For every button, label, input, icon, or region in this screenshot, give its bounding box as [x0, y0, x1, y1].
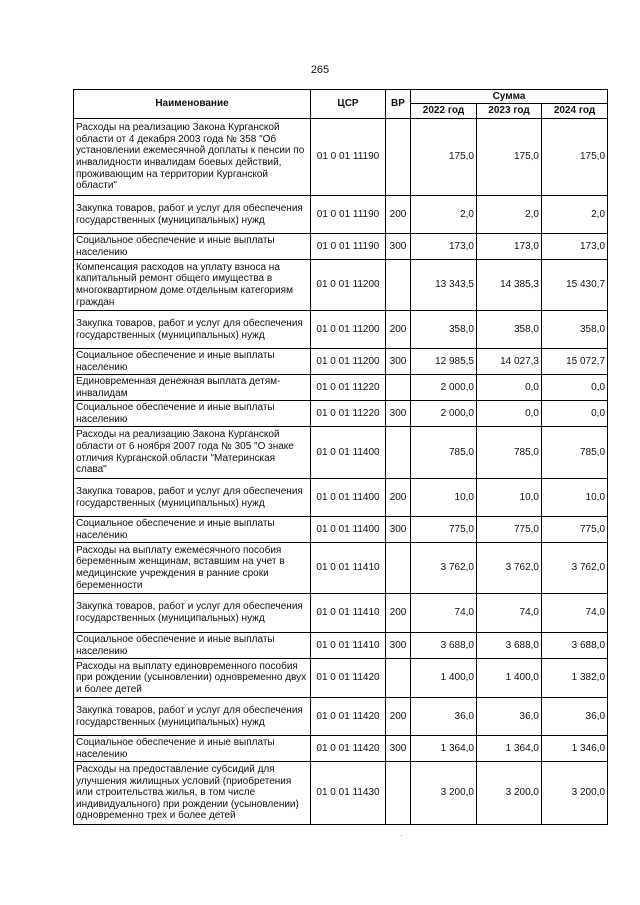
table-row: [74, 517, 608, 543]
table-row: [74, 375, 608, 401]
header-year-2023: 2023 год: [477, 104, 542, 119]
row-name: Единовременная денежная выплата детям-инвалидам: [74, 375, 311, 401]
scan-speck: [401, 835, 402, 836]
row-sum-2022: 3 762,0: [411, 543, 477, 594]
row-vr: 300: [386, 517, 411, 543]
row-vr: [386, 762, 411, 825]
row-vr: 200: [386, 594, 411, 633]
table-row: [74, 349, 608, 375]
row-sum-2022: 3 688,0: [411, 633, 477, 659]
row-sum-2022: 2,0: [411, 196, 477, 234]
row-sum-2022: 2 000,0: [411, 375, 477, 401]
row-csr: 01 0 01 11410: [311, 543, 386, 594]
row-name: Закупка товаров, работ и услуг для обеспечения государственных (муниципальных) нужд: [74, 479, 311, 517]
row-name: Социальное обеспечение и иные выплаты населению: [74, 234, 311, 260]
header-year-2022: 2022 год: [411, 104, 477, 119]
header-sum: Сумма: [411, 90, 608, 104]
table-row: [74, 427, 608, 479]
row-sum-2023: 36,0: [477, 698, 542, 736]
row-name: Расходы на реализацию Закона Курганской области от 6 ноября 2007 года № 305 "О знаке отличия Курганской области "Материнская слава": [74, 427, 311, 479]
header-year-2024: 2024 год: [542, 104, 608, 119]
row-vr: 200: [386, 311, 411, 349]
row-name: Закупка товаров, работ и услуг для обеспечения государственных (муниципальных) нужд: [74, 311, 311, 349]
row-sum-2024: 785,0: [542, 427, 608, 479]
row-csr: 01 0 01 11190: [311, 234, 386, 260]
row-sum-2024: 1 346,0: [542, 736, 608, 762]
row-csr: 01 0 01 11420: [311, 736, 386, 762]
row-sum-2022: 175,0: [411, 119, 477, 196]
row-vr: [386, 119, 411, 196]
row-sum-2024: 1 382,0: [542, 659, 608, 698]
row-csr: 01 0 01 11410: [311, 633, 386, 659]
table-row: [74, 698, 608, 736]
row-csr: 01 0 01 11430: [311, 762, 386, 825]
row-name: Расходы на реализацию Закона Курганской области от 4 декабря 2003 года № 358 "Об установлении ежемесячной доплаты к пенсии по инвалидности инвалидам боевых действий, проживающим на территории Курганской области": [74, 119, 311, 196]
row-name: Компенсация расходов на уплату взноса на капитальный ремонт общего имущества в многоквартирном доме отдельным категориям граждан: [74, 260, 311, 311]
table-row: [74, 736, 608, 762]
row-name: Социальное обеспечение и иные выплаты населению: [74, 736, 311, 762]
row-sum-2022: 3 200,0: [411, 762, 477, 825]
table-row: [74, 762, 608, 825]
row-vr: 200: [386, 698, 411, 736]
table-row: [74, 479, 608, 517]
row-sum-2023: 3 762,0: [477, 543, 542, 594]
row-sum-2023: 1 400,0: [477, 659, 542, 698]
row-sum-2022: 775,0: [411, 517, 477, 543]
row-sum-2023: 3 200,0: [477, 762, 542, 825]
row-sum-2022: 36,0: [411, 698, 477, 736]
row-csr: 01 0 01 11400: [311, 427, 386, 479]
row-vr: [386, 260, 411, 311]
table-row: [74, 401, 608, 427]
table-row: [74, 659, 608, 698]
row-sum-2023: 74,0: [477, 594, 542, 633]
row-vr: 200: [386, 479, 411, 517]
row-vr: [386, 375, 411, 401]
row-sum-2022: 358,0: [411, 311, 477, 349]
row-vr: [386, 427, 411, 479]
row-csr: 01 0 01 11200: [311, 260, 386, 311]
row-sum-2023: 785,0: [477, 427, 542, 479]
row-sum-2023: 173,0: [477, 234, 542, 260]
row-vr: 200: [386, 196, 411, 234]
row-sum-2024: 74,0: [542, 594, 608, 633]
row-name: Закупка товаров, работ и услуг для обеспечения государственных (муниципальных) нужд: [74, 594, 311, 633]
row-sum-2022: 13 343,5: [411, 260, 477, 311]
row-sum-2022: 1 400,0: [411, 659, 477, 698]
row-sum-2024: 10,0: [542, 479, 608, 517]
row-sum-2023: 175,0: [477, 119, 542, 196]
row-sum-2022: 2 000,0: [411, 401, 477, 427]
row-csr: 01 0 01 11400: [311, 517, 386, 543]
row-sum-2023: 14 385,3: [477, 260, 542, 311]
row-sum-2024: 173,0: [542, 234, 608, 260]
row-sum-2023: 2,0: [477, 196, 542, 234]
table-header: [74, 90, 608, 119]
row-sum-2023: 1 364,0: [477, 736, 542, 762]
table-row: [74, 260, 608, 311]
budget-table: [73, 89, 608, 825]
row-name: Закупка товаров, работ и услуг для обеспечения государственных (муниципальных) нужд: [74, 698, 311, 736]
row-sum-2024: 15 430,7: [542, 260, 608, 311]
row-sum-2023: 10,0: [477, 479, 542, 517]
row-sum-2024: 0,0: [542, 375, 608, 401]
row-sum-2023: 0,0: [477, 401, 542, 427]
row-sum-2022: 12 985,5: [411, 349, 477, 375]
row-sum-2022: 10,0: [411, 479, 477, 517]
row-name: Социальное обеспечение и иные выплаты населению: [74, 517, 311, 543]
row-sum-2024: 775,0: [542, 517, 608, 543]
table-row: [74, 594, 608, 633]
row-sum-2022: 173,0: [411, 234, 477, 260]
row-sum-2023: 14 027,3: [477, 349, 542, 375]
row-sum-2024: 3 200,0: [542, 762, 608, 825]
row-vr: 300: [386, 736, 411, 762]
page-number: 265: [310, 64, 330, 76]
row-csr: 01 0 01 11190: [311, 119, 386, 196]
row-csr: 01 0 01 11200: [311, 349, 386, 375]
row-sum-2024: 15 072,7: [542, 349, 608, 375]
table-body: [74, 119, 608, 825]
row-vr: 300: [386, 234, 411, 260]
row-sum-2024: 358,0: [542, 311, 608, 349]
row-sum-2024: 2,0: [542, 196, 608, 234]
row-csr: 01 0 01 11420: [311, 659, 386, 698]
row-sum-2024: 3 688,0: [542, 633, 608, 659]
row-name: Расходы на предоставление субсидий для улучшения жилищных условий (приобретения или строительства жилья, в том числе индивидуального) при рождении (усыновлении) одновременно трех и более детей: [74, 762, 311, 825]
row-name: Социальное обеспечение и иные выплаты населению: [74, 633, 311, 659]
row-csr: 01 0 01 11200: [311, 311, 386, 349]
row-vr: [386, 659, 411, 698]
row-sum-2023: 0,0: [477, 375, 542, 401]
row-csr: 01 0 01 11400: [311, 479, 386, 517]
header-name: Наименование: [74, 90, 311, 119]
row-csr: 01 0 01 11190: [311, 196, 386, 234]
table-row: [74, 234, 608, 260]
row-sum-2024: 3 762,0: [542, 543, 608, 594]
row-csr: 01 0 01 11220: [311, 375, 386, 401]
table-row: [74, 196, 608, 234]
row-name: Расходы на выплату единовременного пособия при рождении (усыновлении) одновременно двух и более детей: [74, 659, 311, 698]
row-name: Расходы на выплату ежемесячного пособия беременным женщинам, вставшим на учет в медицинские учреждения в ранние сроки беременности: [74, 543, 311, 594]
row-vr: 300: [386, 401, 411, 427]
row-name: Социальное обеспечение и иные выплаты населению: [74, 349, 311, 375]
row-csr: 01 0 01 11220: [311, 401, 386, 427]
row-vr: [386, 543, 411, 594]
table-row: [74, 543, 608, 594]
row-sum-2022: 1 364,0: [411, 736, 477, 762]
table-row: [74, 119, 608, 196]
table-row: [74, 311, 608, 349]
row-sum-2024: 175,0: [542, 119, 608, 196]
header-csr: ЦСР: [311, 90, 386, 119]
row-sum-2024: 36,0: [542, 698, 608, 736]
table-row: [74, 633, 608, 659]
row-sum-2023: 358,0: [477, 311, 542, 349]
row-sum-2022: 74,0: [411, 594, 477, 633]
row-sum-2023: 775,0: [477, 517, 542, 543]
row-sum-2023: 3 688,0: [477, 633, 542, 659]
row-name: Закупка товаров, работ и услуг для обеспечения государственных (муниципальных) нужд: [74, 196, 311, 234]
header-vr: ВР: [386, 90, 411, 119]
row-vr: 300: [386, 349, 411, 375]
row-name: Социальное обеспечение и иные выплаты населению: [74, 401, 311, 427]
row-vr: 300: [386, 633, 411, 659]
row-csr: 01 0 01 11410: [311, 594, 386, 633]
row-sum-2022: 785,0: [411, 427, 477, 479]
row-sum-2024: 0,0: [542, 401, 608, 427]
row-csr: 01 0 01 11420: [311, 698, 386, 736]
